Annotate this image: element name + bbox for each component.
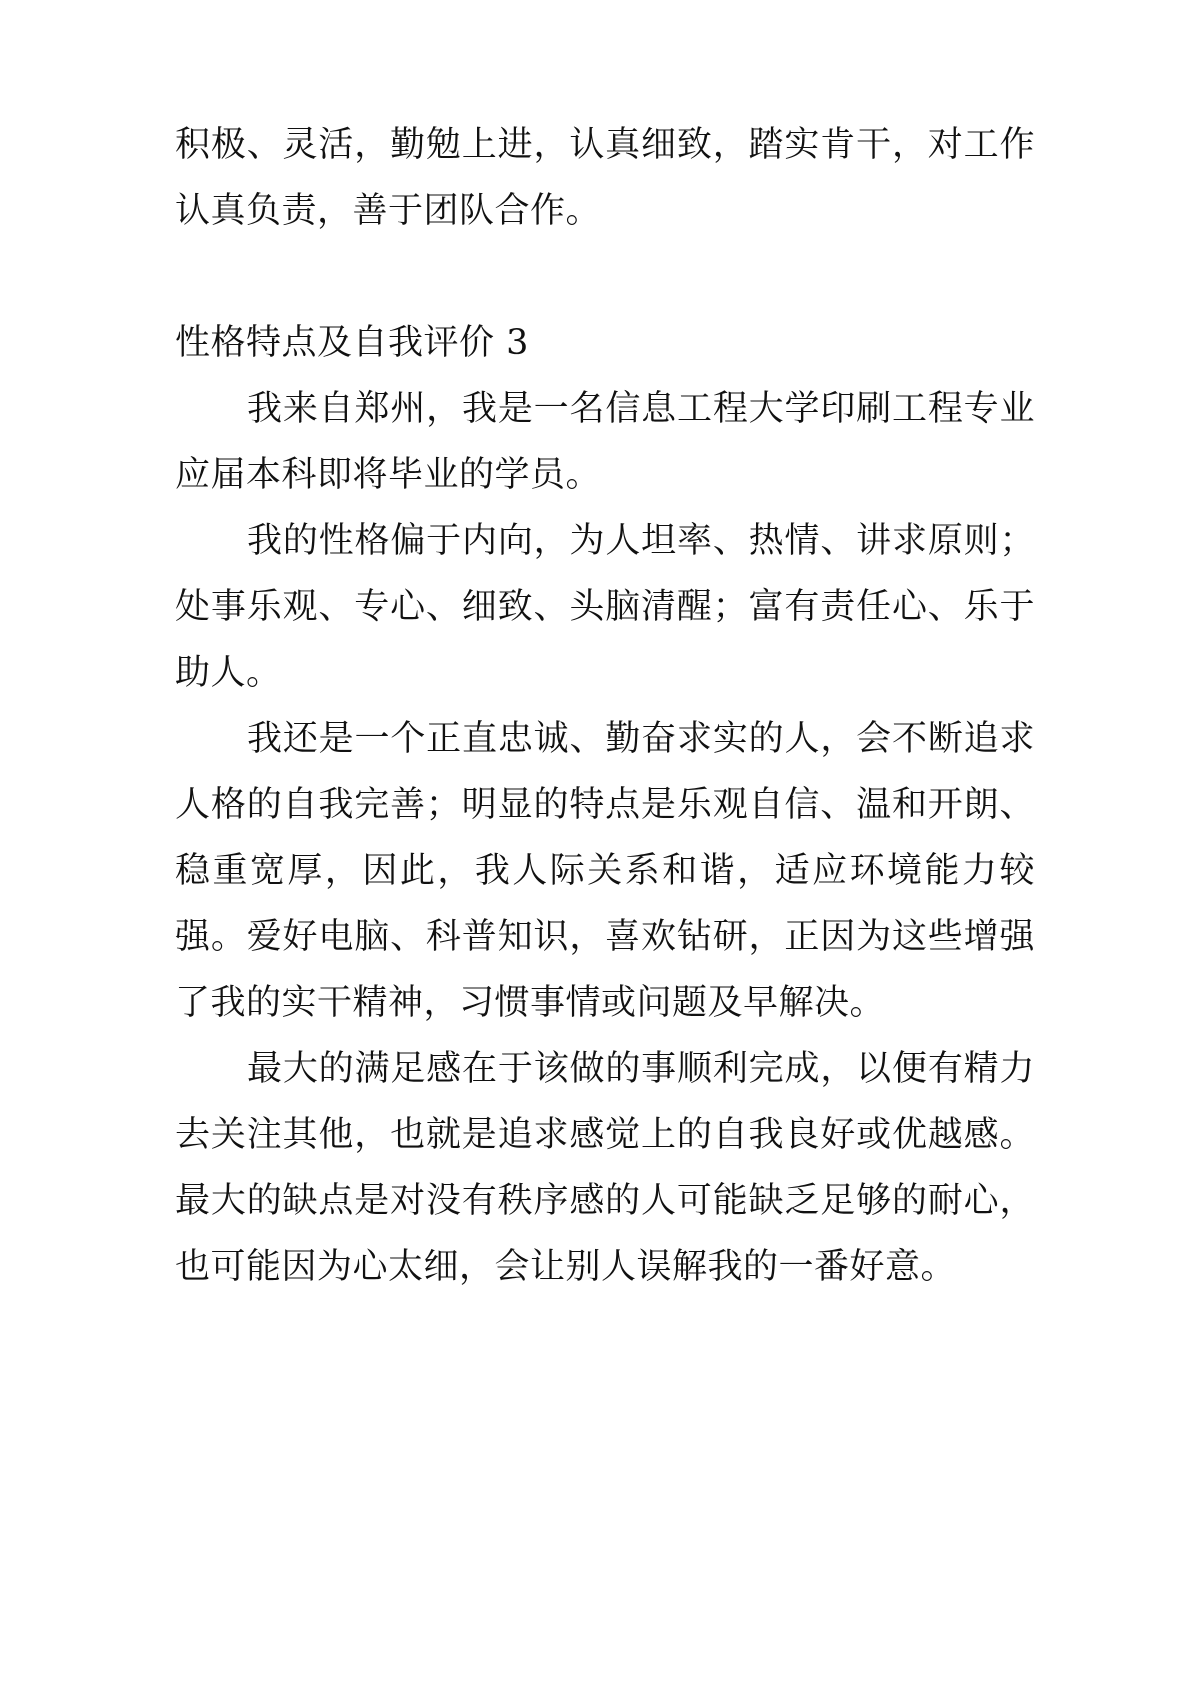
paragraph-traits: 我还是一个正直忠诚、勤奋求实的人，会不断追求人格的自我完善；明显的特点是乐观自信、温和开朗、稳重宽厚，因此，我人际关系和谐，适应环境能力较强。爱好电脑、科普知识，喜欢钻研，正因为这些增强了我的实干精神，习惯事情或问题及早解决。 [175,719,1035,1023]
continued-paragraph: 积极、灵活，勤勉上进，认真细致，踏实肯干，对工作认真负责，善于团队合作。 [175,125,1035,231]
paragraph-origin: 我来自郑州，我是一名信息工程大学印刷工程专业应届本科即将毕业的学员。 [175,389,1035,495]
section-body [175,376,1035,1300]
section-title: 性格特点及自我评价 3 [175,323,529,363]
paragraph-strengths-weaknesses: 最大的满足感在于该做的事顺利完成，以便有精力去关注其他，也就是追求感觉上的自我良好或优越感。最大的缺点是对没有秩序感的人可能缺乏足够的耐心，也可能因为心太细，会让别人误解我的一番好意。 [175,1049,1035,1287]
paragraph-personality: 我的性格偏于内向，为人坦率、热情、讲求原则；处事乐观、专心、细致、头脑清醒；富有责任心、乐于助人。 [175,521,1035,693]
